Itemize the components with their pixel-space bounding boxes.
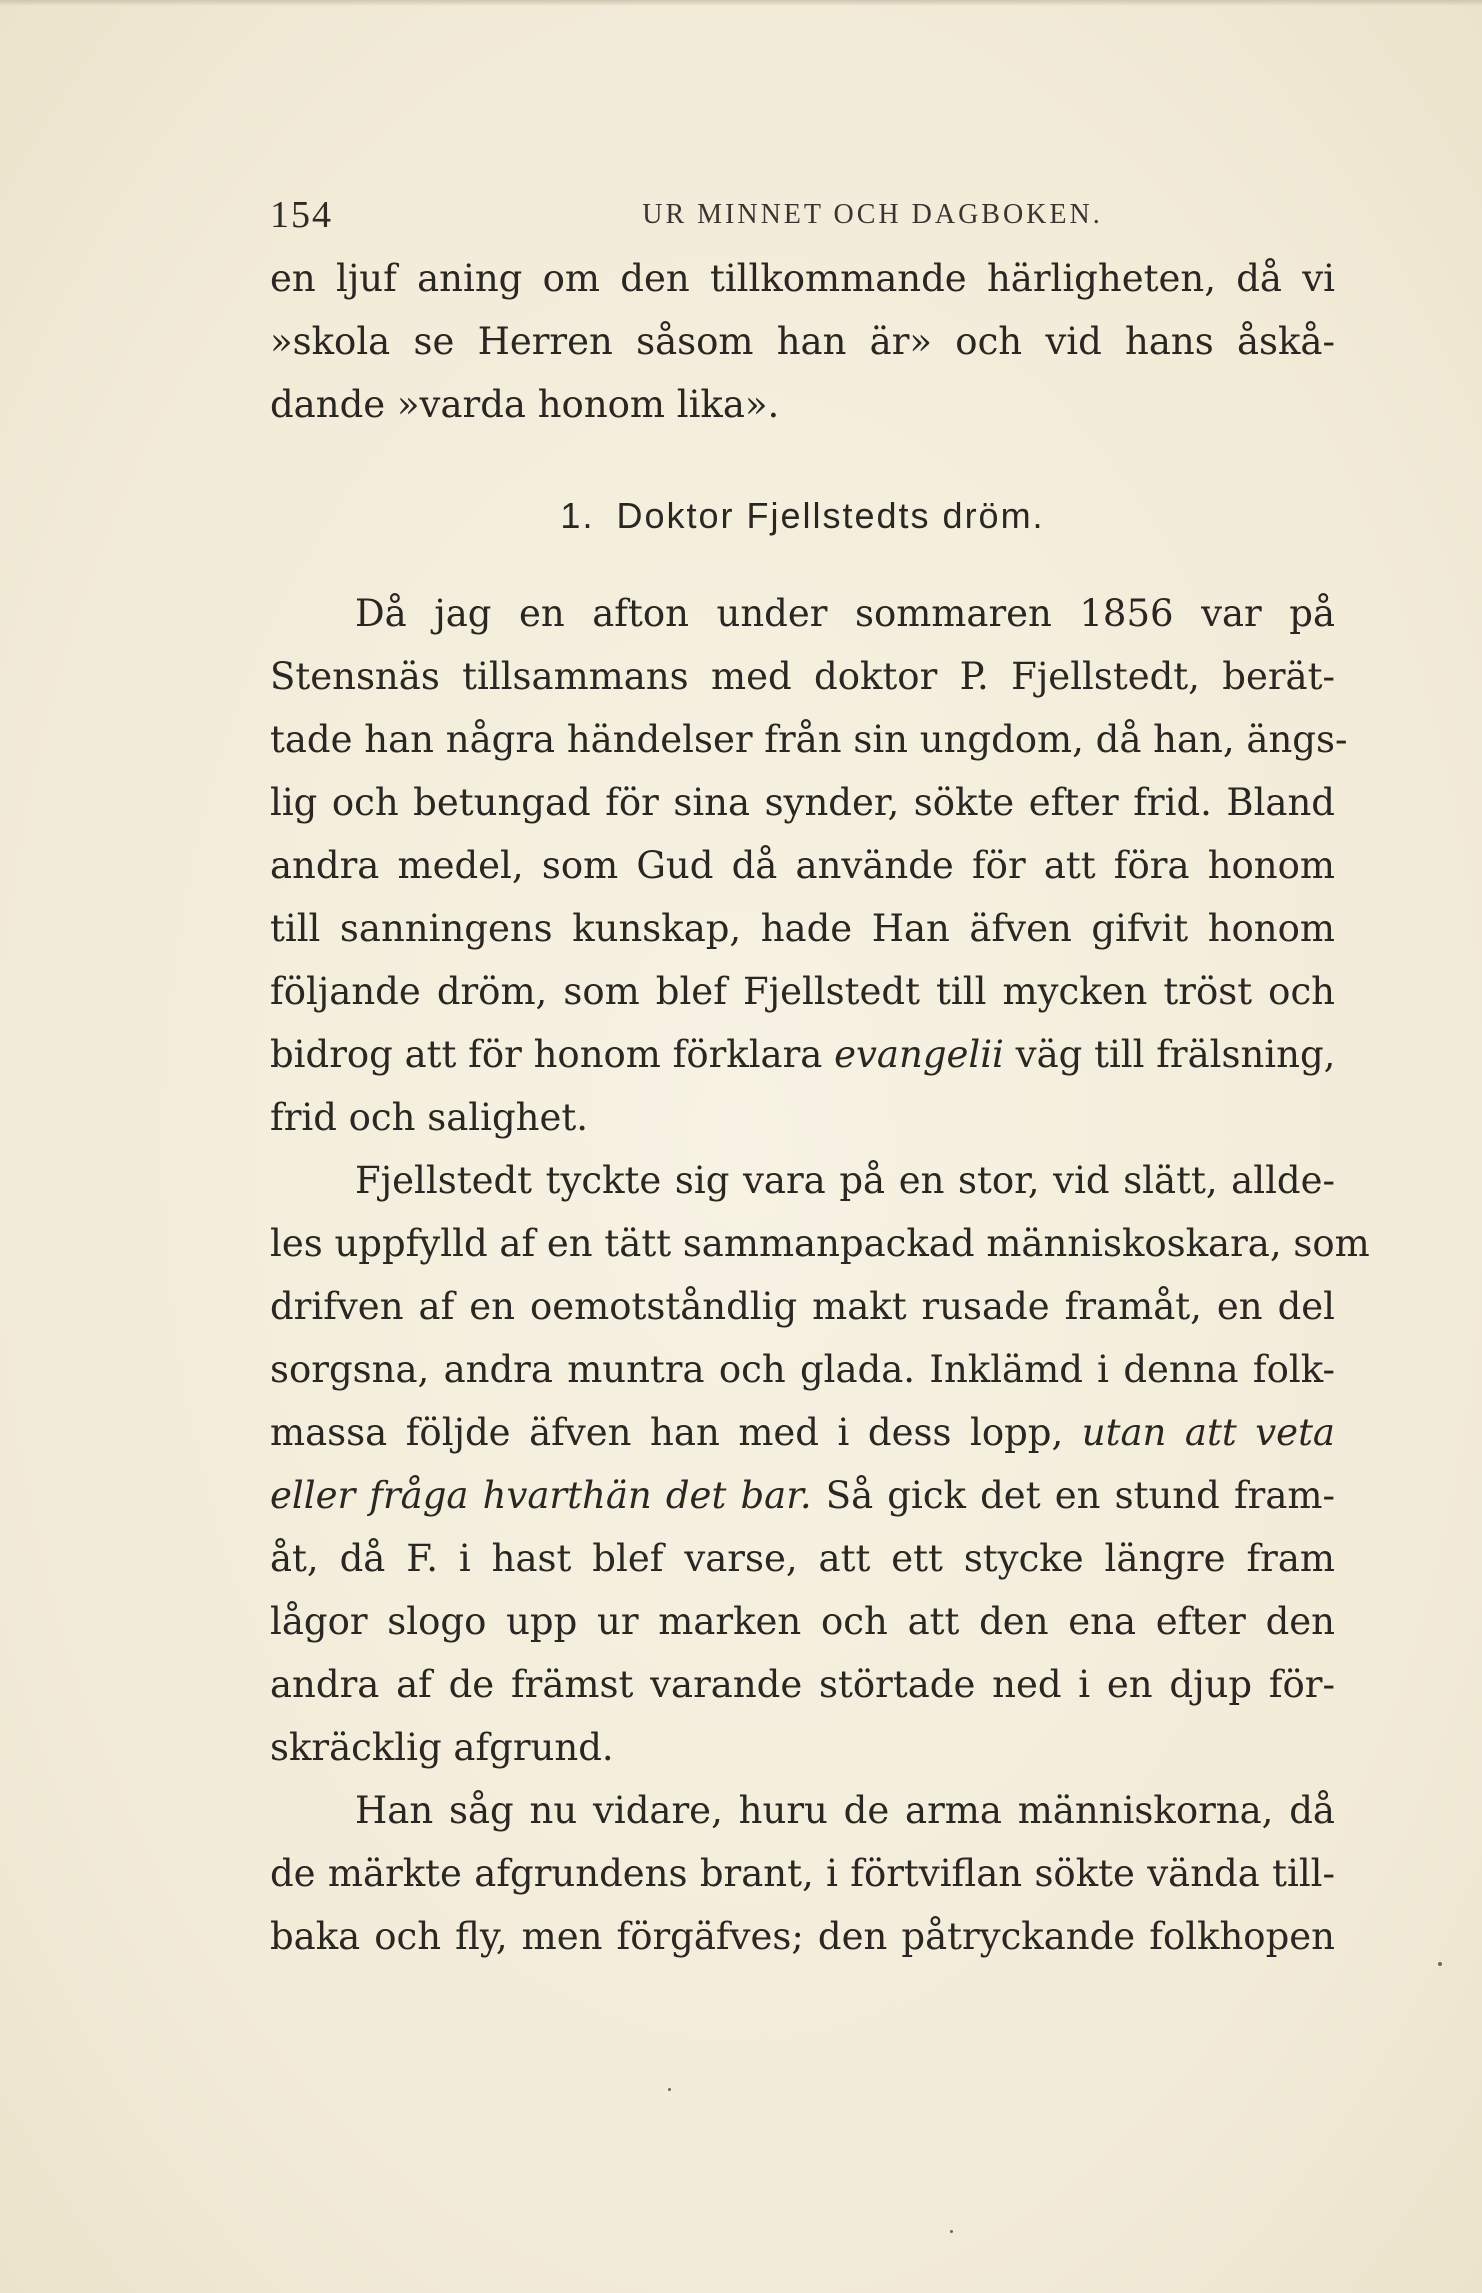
text-line [270, 1464, 1335, 1527]
text-line: les uppfylld af en tätt sammanpackad människoskara, som [270, 1222, 1370, 1265]
text-line: åt, då F. i hast blef varse, att ett stycke längre fram [270, 1537, 1335, 1580]
intro-paragraph [270, 247, 1335, 436]
italic-word: evangelii [834, 1033, 1004, 1076]
section-title: Doktor Fjellstedts dröm. [616, 495, 1045, 536]
text-line: baka och fly, men förgäfves; den påtryckande folkhopen [270, 1915, 1335, 1958]
text-line: Stensnäs tillsammans med doktor P. Fjellstedt, berät- [270, 655, 1335, 698]
text-line: Fjellstedt tyckte sig vara på en stor, vid slätt, allde- [355, 1159, 1335, 1202]
text-line: de märkte afgrundens brant, i förtviflan sökte vända till- [270, 1852, 1335, 1895]
section-heading [270, 488, 1335, 544]
text-line: skräcklig afgrund. [270, 1726, 614, 1769]
paper-speck [950, 2230, 953, 2233]
text-line: andra medel, som Gud då använde för att föra honom [270, 844, 1335, 887]
running-head [270, 185, 1335, 245]
text-segment: Så gick det en stund fram- [811, 1474, 1335, 1517]
text-line: följande dröm, som blef Fjellstedt till mycken tröst och [270, 970, 1335, 1013]
text-line: Då jag en afton under sommaren 1856 var på [355, 592, 1335, 635]
paragraph-1 [270, 582, 1348, 1149]
text-line: drifven af en oemotståndlig makt rusade framåt, en del [270, 1285, 1335, 1328]
text-line: lig och betungad för sina synder, sökte efter frid. Bland [270, 781, 1335, 824]
paragraph-2 [270, 1149, 1370, 1779]
text-segment: massa följde äfven han med i dess lopp, [270, 1411, 1082, 1454]
text-line [270, 1401, 1335, 1464]
paper-speck [668, 2088, 671, 2091]
running-title: UR MINNET OCH DAGBOKEN. [642, 199, 1103, 230]
page-number: 154 [270, 194, 333, 236]
text-line: lågor slogo upp ur marken och att den ena efter den [270, 1600, 1335, 1643]
text-line: »skola se Herren såsom han är» och vid hans åskå- [270, 320, 1335, 363]
text-line: sorgsna, andra muntra och glada. Inklämd i denna folk- [270, 1348, 1335, 1391]
text-line [270, 1023, 1335, 1086]
text-segment: bidrog att för honom förklara [270, 1033, 835, 1076]
text-line: dande »varda honom lika». [270, 383, 780, 426]
text-segment: väg till frälsning, [1003, 1033, 1336, 1076]
section-number: 1. [560, 495, 595, 536]
paragraph-3 [270, 1779, 1335, 1968]
book-page [270, 185, 1370, 1968]
italic-phrase: utan att veta [1081, 1411, 1335, 1454]
text-line: en ljuf aning om den tillkommande härligheten, då vi [270, 257, 1335, 300]
text-line: till sanningens kunskap, hade Han äfven gifvit honom [270, 907, 1335, 950]
paper-speck [1438, 1962, 1442, 1966]
text-line: andra af de främst varande störtade ned i en djup för- [270, 1663, 1335, 1706]
text-line: frid och salighet. [270, 1096, 589, 1139]
text-line: tade han några händelser från sin ungdom, då han, ängs- [270, 718, 1348, 761]
text-line: Han såg nu vidare, huru de arma människorna, då [355, 1789, 1335, 1832]
page-top-edge [0, 0, 1482, 6]
italic-phrase: eller fråga hvarthän det bar. [270, 1474, 812, 1517]
